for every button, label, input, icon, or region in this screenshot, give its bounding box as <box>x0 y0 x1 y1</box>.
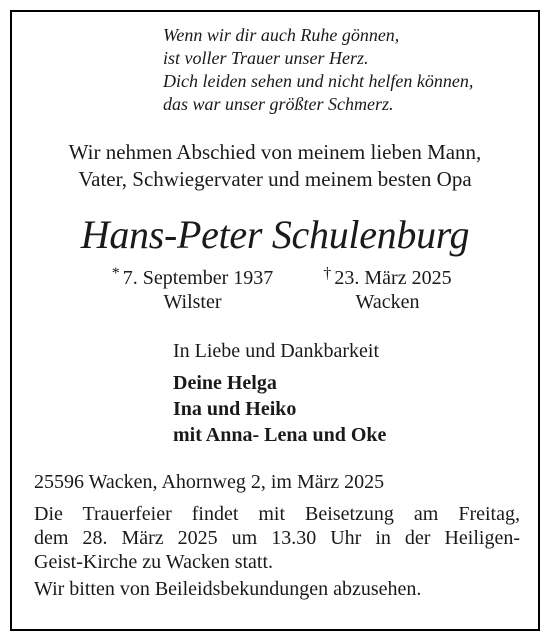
mourner-name: Deine Helga <box>173 372 277 394</box>
birth-info <box>90 262 295 314</box>
deceased-name: Hans-Peter Schulenburg <box>80 212 470 257</box>
mourners-list <box>173 370 386 448</box>
mourner-name: Ina und Heiko <box>173 398 297 420</box>
mourner-name: mit Anna- Lena und Oke <box>173 424 387 446</box>
mourners-intro: In Liebe und Dankbarkeit <box>173 340 380 362</box>
condolence-note: Wir bitten von Beileidsbekundungen abzusehen. <box>34 578 422 600</box>
death-symbol: † <box>323 265 332 282</box>
birth-place: Wilster <box>163 291 222 313</box>
intro-line: Wir nehmen Abschied von meinem lieben Mann, <box>68 140 482 164</box>
funeral-line: dem 28. März 2025 um 13.30 Uhr in der Heiligen- <box>34 527 520 549</box>
poem-line: das war unser größter Schmerz. <box>163 94 394 114</box>
death-place: Wacken <box>355 291 420 313</box>
funeral-line: Die Trauerfeier findet mit Beisetzung am Freitag, <box>34 503 520 525</box>
birth-symbol: * <box>111 265 120 282</box>
funeral-info <box>34 502 520 574</box>
birth-date: 7. September 1937 <box>122 267 274 289</box>
farewell-intro <box>0 139 550 193</box>
intro-line: Vater, Schwiegervater und meinem besten Opa <box>78 167 472 191</box>
poem <box>163 24 533 116</box>
birth-date-line <box>90 262 295 290</box>
death-date: 23. März 2025 <box>334 267 452 289</box>
poem-line: Dich leiden sehen und nicht helfen können, <box>163 71 474 91</box>
poem-line: Wenn wir dir auch Ruhe gönnen, <box>163 25 400 45</box>
poem-line: ist voller Trauer unser Herz. <box>163 48 369 68</box>
death-info <box>300 262 475 314</box>
address-line: 25596 Wacken, Ahornweg 2, im März 2025 <box>34 471 385 493</box>
death-date-line <box>300 262 475 290</box>
funeral-line: Geist-Kirche zu Wacken statt. <box>34 551 274 573</box>
